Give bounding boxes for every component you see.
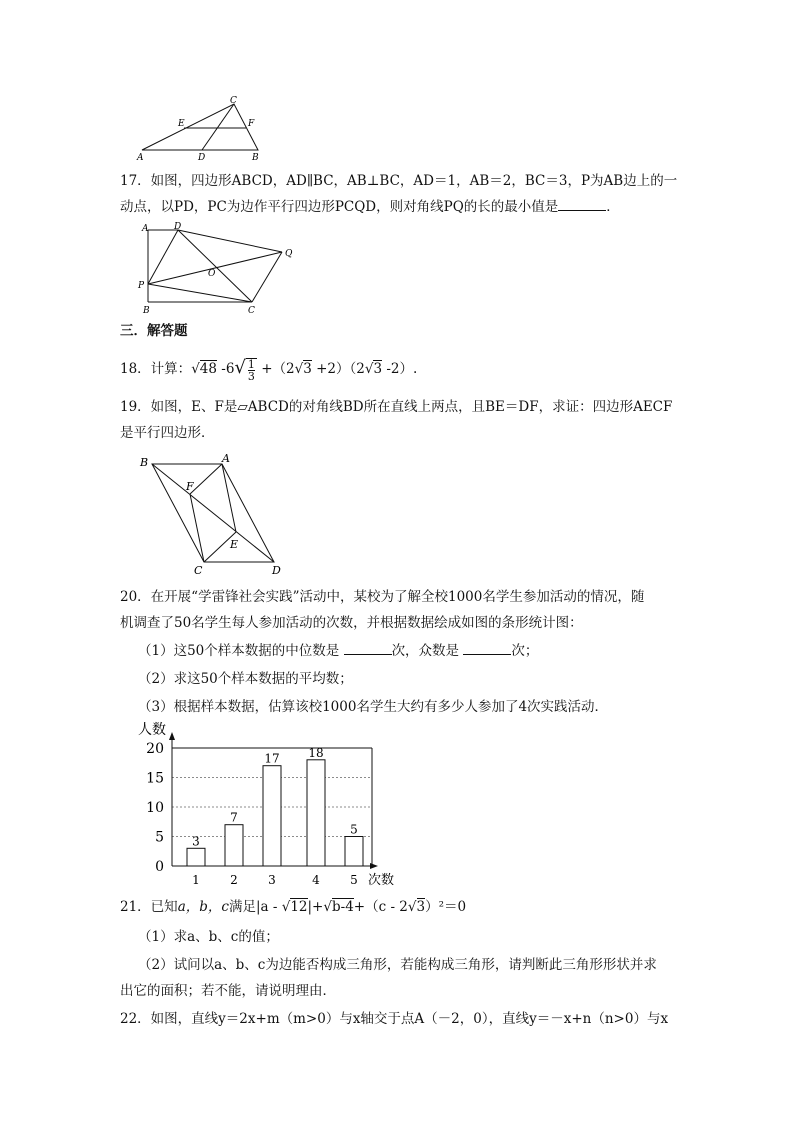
y-tick-label: 0 — [155, 859, 164, 875]
q21-prefix: 21．已知 — [120, 899, 178, 915]
bar-4 — [307, 760, 325, 866]
q17-end: ． — [606, 199, 620, 215]
q18-plus-open: +（2 — [256, 361, 295, 377]
x-tick-label-1: 1 — [192, 873, 200, 887]
q17-answer-blank — [558, 198, 606, 211]
frac-num: 1 — [247, 357, 255, 371]
label-D: D — [174, 222, 182, 232]
x-tick-label-5: 5 — [350, 873, 358, 887]
q20-sub3: （3）根据样本数据，估算该校1000名学生大约有多少人参加了4次实践活动． — [138, 699, 609, 715]
y-tick-label: 10 — [146, 800, 164, 816]
label-D: D — [198, 153, 206, 162]
q19-line1: 19．如图，E、F是▱ABCD的对角线BD所在直线上两点，且BE＝DF，求证：四边形AECF — [120, 399, 673, 415]
label-B: B — [143, 306, 150, 316]
q20-sub1 — [138, 642, 538, 660]
label-F: F — [186, 480, 194, 493]
label-A: A — [222, 452, 230, 465]
label-A: A — [137, 153, 144, 162]
data-label-2: 7 — [230, 810, 238, 825]
q21-text1: 满足|a - — [228, 899, 282, 915]
q17-line2 — [120, 198, 620, 216]
median-blank — [344, 642, 392, 655]
data-label-1: 3 — [192, 834, 200, 849]
bar-3 — [263, 766, 281, 866]
x-tick-label-3: 3 — [268, 873, 276, 887]
label-E: E — [230, 538, 239, 551]
q18-prefix: 18．计算： — [120, 361, 192, 377]
frac-den: 3 — [247, 369, 255, 383]
label-O: O — [208, 269, 216, 279]
data-label-4: 18 — [308, 745, 324, 760]
label-F: F — [248, 119, 255, 129]
q19-line2: 是平行四边形． — [120, 425, 215, 441]
sqrt-b4: √b-4 — [323, 899, 354, 915]
y-axis-arrow — [169, 732, 175, 740]
y-tick-label: 20 — [146, 741, 164, 757]
q21-sub1: （1）求a、b、c的值； — [138, 929, 279, 945]
q18-tail: -2）. — [382, 361, 418, 377]
x-axis-arrow — [370, 863, 378, 869]
sqrt-48: √48 — [191, 361, 217, 377]
sqrt-frac: √ — [234, 357, 246, 378]
label-D: D — [272, 564, 281, 576]
q20-sub2: （2）求这50个样本数据的平均数； — [138, 671, 353, 687]
label-Q: Q — [285, 249, 293, 259]
bar-5 — [345, 837, 363, 867]
label-A: A — [142, 224, 149, 234]
sqrt-3-radicand: 3 — [416, 899, 426, 915]
sqrt-3a-radicand: 3 — [303, 361, 312, 377]
q20-sub1c: 次； — [511, 643, 539, 659]
label-B: B — [252, 153, 259, 162]
figure-q19-parallelogram — [138, 450, 288, 576]
q18-mid: +2）（2 — [311, 361, 365, 377]
figure-q17-quadrilateral — [134, 222, 304, 316]
section-3-heading: 三．解答题 — [120, 323, 188, 339]
label-C: C — [248, 306, 255, 316]
q17-line1: 17．如图，四边形ABCD，AD∥BC，AB⊥BC，AD＝1，AB＝2，BC＝3，P为AB边上的一 — [120, 173, 678, 189]
sqrt-b4-radicand: b-4 — [331, 899, 354, 915]
sqrt-3b: √3 — [364, 361, 383, 377]
figure-q16-triangle — [134, 94, 274, 162]
label-C: C — [194, 564, 203, 576]
fraction-1-3 — [246, 358, 257, 382]
q20-line2: 机调查了50名学生每人参加活动的次数，并根据数据绘成如图的条形统计图： — [120, 615, 583, 631]
q21-line — [120, 898, 466, 916]
bar-2 — [225, 825, 243, 866]
label-C: C — [230, 96, 237, 106]
q21-vars: a，b，c — [177, 899, 229, 915]
data-label-5: 5 — [350, 822, 358, 837]
y-tick-label: 15 — [146, 770, 164, 787]
data-label-3: 17 — [264, 751, 280, 766]
mode-blank — [463, 642, 511, 655]
q18-line — [120, 356, 417, 382]
label-P: P — [138, 281, 145, 291]
q21-text2: |+ — [307, 899, 324, 915]
sqrt-3a: √3 — [294, 361, 312, 377]
x-tick-label-2: 2 — [230, 873, 238, 887]
q21-sub2a: （2）试问以a、b、c为边能否构成三角形，若能构成三角形，请判断此三角形形状并求 — [138, 957, 657, 973]
q21-text3: +（c - 2 — [353, 899, 408, 915]
y-tick-label: 5 — [155, 829, 164, 846]
q21-sub2b: 出它的面积；若不能，请说明理由． — [120, 983, 336, 999]
label-E: E — [178, 119, 185, 129]
sqrt-12: √12 — [281, 899, 308, 915]
sqrt-3b-radicand: 3 — [373, 361, 383, 377]
sqrt-3: √3 — [407, 899, 426, 915]
x-tick-label-4: 4 — [312, 873, 320, 887]
y-axis-label: 人数 — [138, 722, 166, 738]
q21-text4: ）²＝0 — [425, 899, 467, 915]
bar-chart — [136, 718, 416, 888]
q22-line1: 22．如图，直线y＝2x+m（m>0）与x轴交于点A（－2，0），直线y＝－x+n（n>0）与x — [120, 1011, 669, 1027]
q17-line2-text: 动点，以PD，PC为边作平行四边形PCQD，则对角线PQ的长的最小值是 — [120, 199, 559, 215]
bar-1 — [187, 848, 205, 866]
q20-sub1a: （1）这50个样本数据的中位数是 — [138, 643, 344, 659]
q20-sub1b: 次，众数是 — [391, 643, 464, 659]
x-axis-label: 次数 — [368, 873, 395, 888]
sqrt-48-radicand: 48 — [199, 361, 217, 377]
q20-line1: 20．在开展“学雷锋社会实践”活动中，某校为了解全校1000名学生参加活动的情况，随 — [120, 589, 645, 605]
q18-minus6: -6 — [216, 361, 235, 377]
sqrt-12-radicand: 12 — [290, 899, 308, 915]
label-B: B — [140, 456, 149, 469]
